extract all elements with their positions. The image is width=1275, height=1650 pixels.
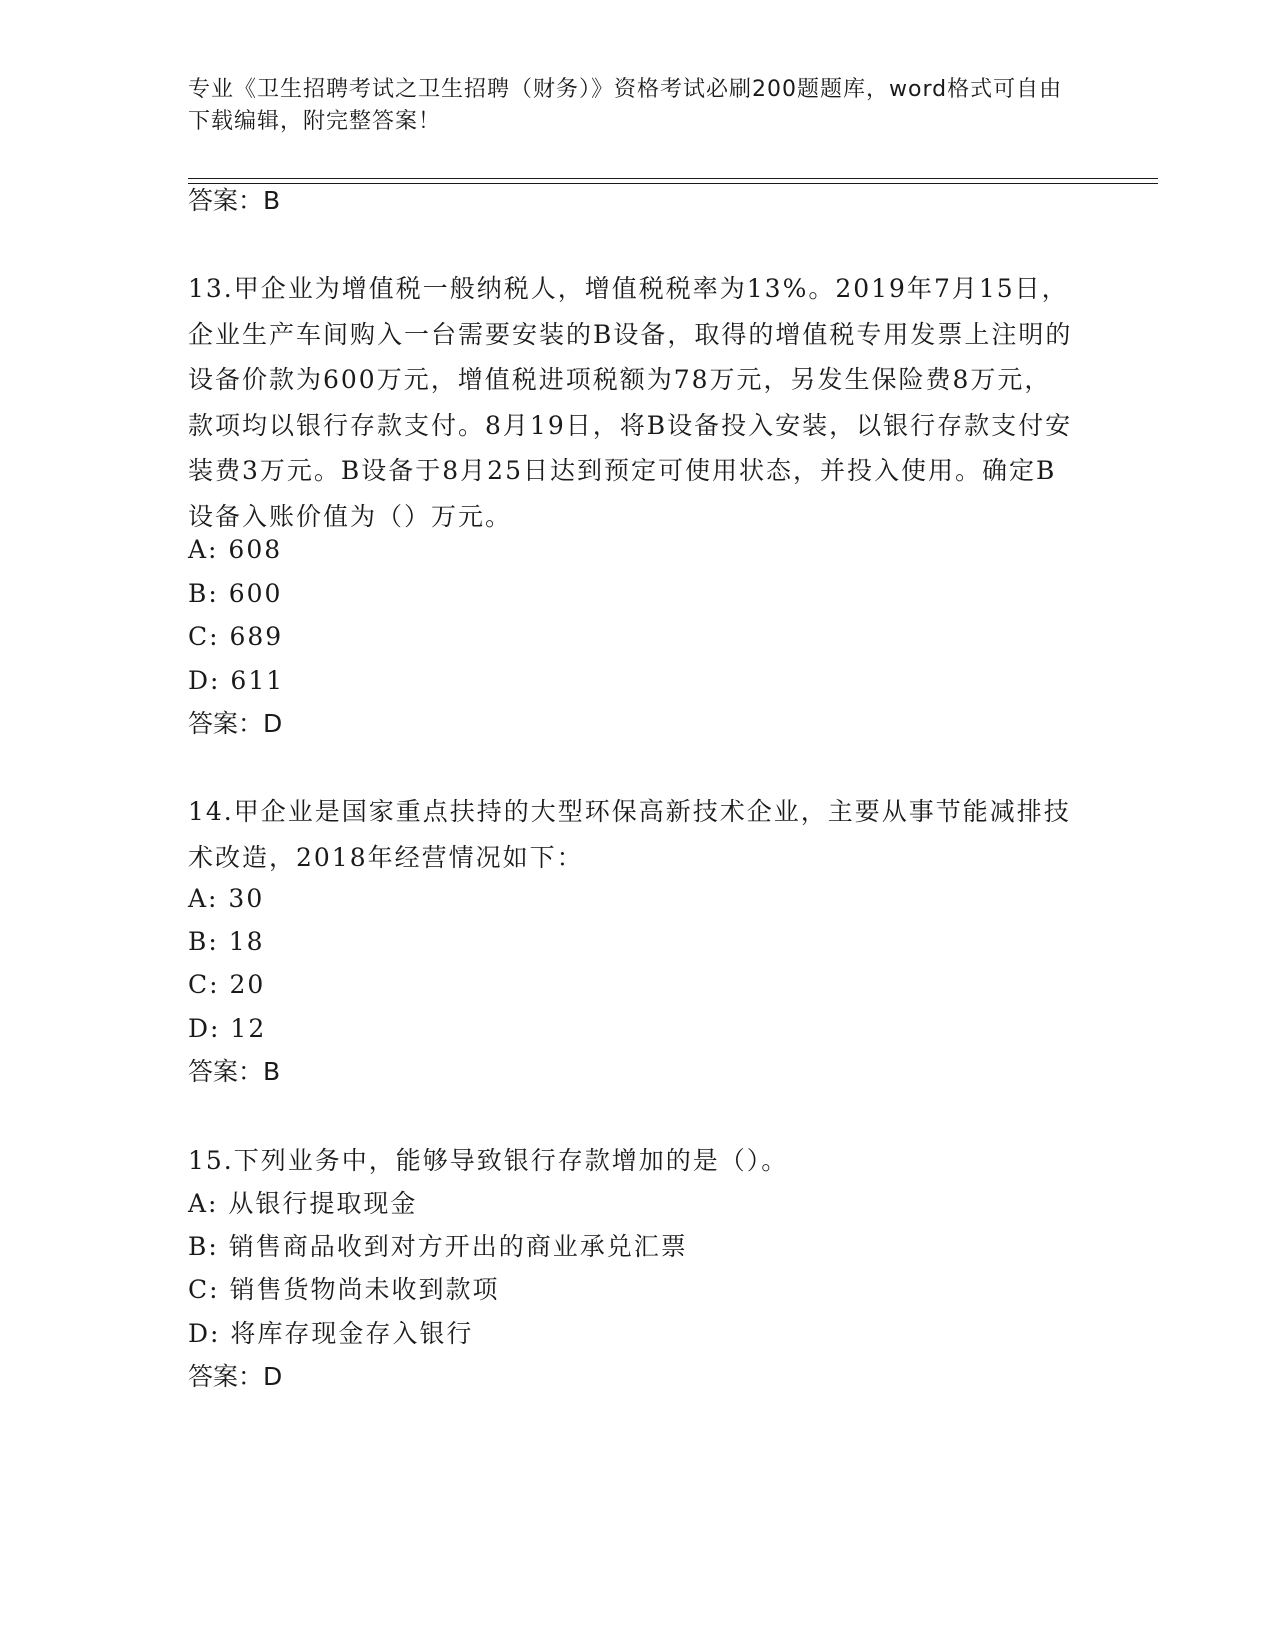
question-15-stem: 15.下列业务中，能够导致银行存款增加的是（）。 [188,1146,789,1175]
question-14-option-d: D: 12 [188,1014,267,1043]
question-14-option-c: C: 20 [188,970,266,999]
question-15-option-d: D: 将库存现金存入银行 [188,1319,474,1348]
header-rule-top [188,178,1158,179]
question-14-option-b: B: 18 [188,927,265,956]
question-15-option-c: C: 销售货物尚未收到款项 [188,1275,500,1304]
question-13-option-c: C: 689 [188,622,284,651]
question-15-option-a: A: 从银行提取现金 [188,1189,418,1218]
document-header: 专业《卫生招聘考试之卫生招聘（财务）》资格考试必刷200题题库，word格式可自由下载编辑，附完整答案！ [188,77,1063,134]
question-14-option-a: A: 30 [188,884,265,913]
question-13-answer: 答案：D [188,709,283,738]
header-rule-bottom [188,183,1158,184]
question-13-stem: 13.甲企业为增值税一般纳税人，增值税税率为13%。2019年7月15日，企业生产车间购入一台需要安装的B设备，取得的增值税专用发票上注明的设备价款为600万元，增值税进项税额为78万元，另发生保险费8万元，款项均以银行存款支付。8月19日，将B设备投入安装，以银行存款支付安装费3万元。B设备于8月25日达到预定可使用状态，并投入使用。确定B设备入账价值为（）万元。 [188,274,1073,531]
question-15-answer: 答案：D [188,1362,283,1391]
question-13-option-d: D: 611 [188,666,285,695]
previous-answer: 答案：B [188,186,281,215]
question-15-option-b: B: 销售商品收到对方开出的商业承兑汇票 [188,1232,688,1261]
question-14-answer: 答案：B [188,1057,281,1086]
question-14-stem: 14.甲企业是国家重点扶持的大型环保高新技术企业，主要从事节能减排技术改造，2018年经营情况如下： [188,797,1071,872]
question-13-option-b: B: 600 [188,579,283,608]
question-13-option-a: A: 608 [188,535,283,564]
